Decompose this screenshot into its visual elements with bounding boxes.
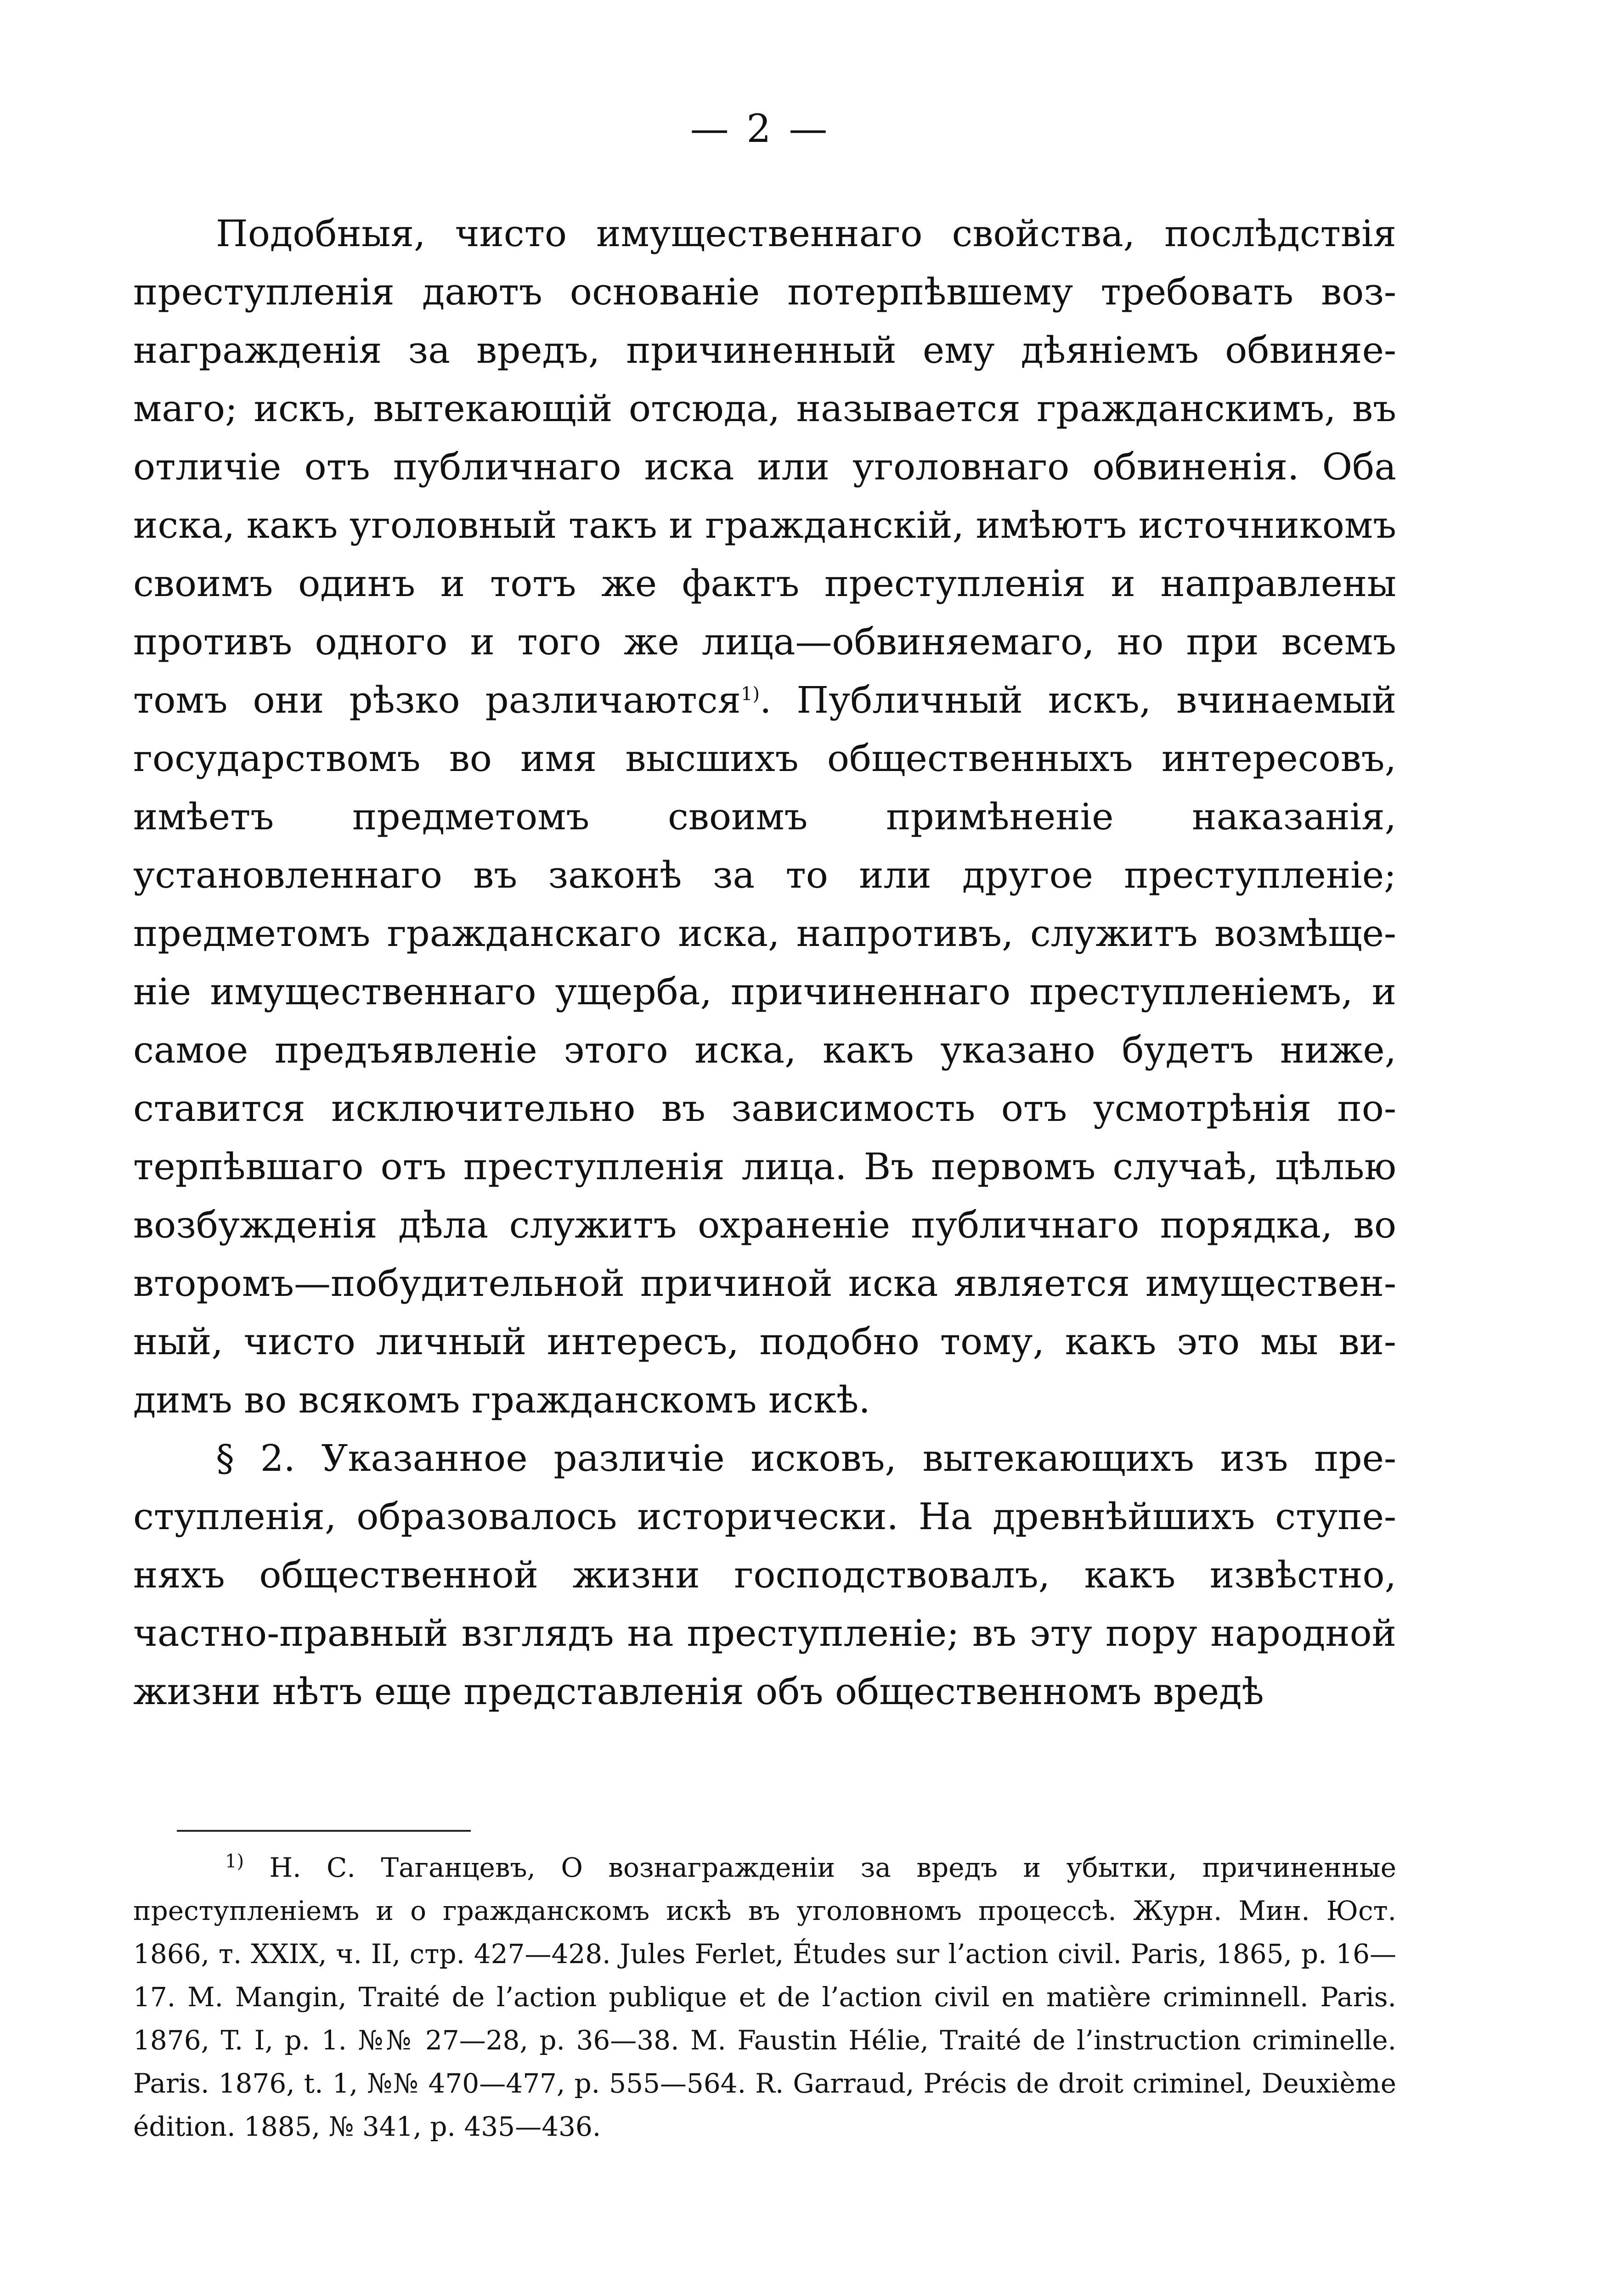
page-number: — 2 —	[690, 106, 830, 151]
footnotes	[133, 1846, 1396, 2148]
paragraph-1	[133, 204, 1396, 1429]
footnote-text: Н. С. Таганцевъ, О вознагражденіи за вредъ и убытки, причиненные преступленіемъ и о гражданскомъ искѣ въ уголовномъ процессѣ. Журн. Мин. Юст. 1866, т. XXIX, ч. II, стр. 427—428. Jules Ferlet, Études sur l’action civil. Paris, 1865, p. 16—17. M. Mangin, Traité de l’action publique et de l’action civil en matière criminnell. Paris. 1876, T. I, p. 1. №№ 27—28, p. 36—38. M. Faustin Hélie, Traité de l’instruction criminelle. Paris. 1876, t. 1, №№ 470—477, p. 555—564. R. Garraud, Précis de droit criminel, Deuxième édition. 1885, № 341, p. 435—436.	[133, 1852, 1396, 2142]
paragraph-2: § 2. Указанное различіе исковъ, вытекающихъ изъ преступленія, образовалось исторически. На древнѣйшихъ ступеняхъ общественной жизни господствовалъ, какъ извѣстно, частно-правный взглядъ на преступленіе; въ эту пору народной жизни нѣтъ еще представленія объ общественномъ вредѣ	[133, 1437, 1396, 1713]
paragraph-1-text-end: . Публичный искъ, вчинаемый государствомъ во имя высшихъ общественныхъ интересовъ, имѣетъ предметомъ своимъ примѣненіе наказанія, установленнаго въ законѣ за то или другое преступленіе; предметомъ гражданскаго иска, напротивъ, служитъ возмѣщеніе имущественнаго ущерба, причиненнаго преступленіемъ, и самое предъявленіе этого иска, какъ указано будетъ ниже, ставится исключительно въ зависимость отъ усмотрѣнія потерпѣвшаго отъ преступленія лица. Въ первомъ случаѣ, цѣлью возбужденія дѣла служитъ охраненіе публичнаго порядка, во второмъ—побудительной причиной иска является имущественный, чисто личный интересъ, подобно тому, какъ это мы видимъ во всякомъ гражданскомъ искѣ.	[133, 679, 1396, 1421]
main-text	[133, 204, 1396, 1721]
paragraph-1-text-start: Подобныя, чисто имущественнаго свойства, послѣдствія преступленія даютъ основаніе потерпѣвшему требовать вознагражденія за вредъ, причиненный ему дѣяніемъ обвиняемаго; искъ, вытекающій отсюда, называется гражданскимъ, въ отличіе отъ публичнаго иска или уголовнаго обвиненія. Оба иска, какъ уголовный такъ и гражданскій, имѣютъ источникомъ своимъ одинъ и тотъ же фактъ преступленія и направлены противъ одного и того же лица—обвиняемаго, но при всемъ томъ они рѣзко различаются	[133, 212, 1396, 721]
footnote-reference[interactable]: 1)	[740, 683, 760, 705]
footnote-divider	[177, 1830, 471, 1832]
footnote-1	[133, 1846, 1396, 2148]
footnote-marker: 1)	[225, 1851, 244, 1872]
